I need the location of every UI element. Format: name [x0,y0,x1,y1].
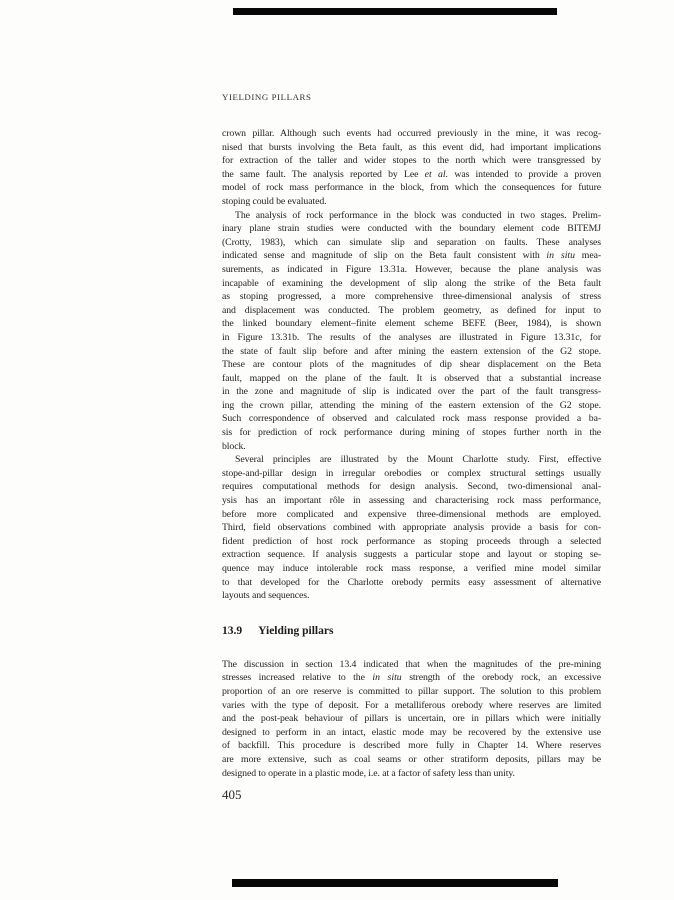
text-line: ing the crown pillar, attending the mining of the eastern extension of the G2 stope. [222,399,601,411]
text-line: fident prediction of host rock performance as stoping proceeds through a selected [222,535,601,547]
text-line: the same fault. The analysis reported by Lee et al. was intended to provide a proven [222,168,601,180]
section-number: 13.9 [222,624,243,637]
text-line: stresses increased relative to the in situ strength of the orebody rock, an excessive [222,672,601,684]
text-line: (Crotty, 1983), which can simulate slip and separation on faults. These analyses [222,236,601,248]
text-line: extraction sequence. If analysis suggests a particular stope and layout or stoping se- [222,549,601,561]
paragraphs-before-heading [222,127,601,603]
section-heading [222,624,601,639]
text-line: quence may induce intolerable rock mass response, a verified mine model similar [222,563,601,574]
text-line: stoping could be evaluated. [222,195,327,207]
text-line: and displacement was conducted. The problem geometry, as defined for input to [222,304,601,316]
text-line: nised that bursts involving the Beta fault, as this event did, had important implications [222,141,601,153]
scan-edge-bottom [232,879,558,887]
text-line: stope-and-pillar design in irregular orebodies or complex structural settings usually [222,467,601,479]
text-line: The analysis of rock performance in the block was conducted in two stages. Prelim- [235,209,601,221]
text-line: requires computational methods for design analysis. Second, two-dimensional anal- [222,481,601,493]
text-line: varies with the type of deposit. For a metalliferous orebody where reserves are limited [222,699,601,711]
text-line: inary plane strain studies were conducted with the boundary element code BITEMJ [222,223,601,235]
text-line: ysis has an important rôle in assessing and characterising rock mass performance, [222,495,601,507]
text-line: in the zone and magnitude of slip is indicated over the part of the fault transgress- [222,386,601,398]
text-line: designed to perform in an intact, elastic mode may be recovered by the extensive use [222,726,601,738]
text-line: and the post-peak behaviour of pillars is uncertain, ore in pillars which were initially [222,713,601,725]
text-line: layouts and sequences. [222,590,310,602]
text-line: model of rock mass performance in the block, from which the consequences for future [222,182,601,194]
text-line: designed to operate in a plastic mode, i.e. at a factor of safety less than unity. [222,767,515,779]
text-line: Several principles are illustrated by the Mount Charlotte study. First, effective [235,454,601,466]
text-line: fault, mapped on the plane of the fault. It is observed that a substantial increase [222,372,601,384]
text-line: to that developed for the Charlotte orebody permits easy assessment of alternative [222,576,601,588]
text-line: for extraction of the taller and wider stopes to the north which were transgressed by [222,155,601,167]
text-line: as stoping progressed, a more comprehensive three-dimensional analysis of stress [222,291,601,303]
section-title: Yielding pillars [258,624,334,637]
running-head: YIELDING PILLARS [222,92,312,102]
text-line: crown pillar. Although such events had occurred previously in the mine, it was recog- [222,128,601,139]
text-line: These are contour plots of the magnitudes of dip shear displacement on the Beta [222,359,601,371]
scan-edge-top [233,8,557,15]
text-line: the linked boundary element–finite element scheme BEFE (Beer, 1984), is shown [222,318,601,330]
text-line: in Figure 13.31b. The results of the analyses are illustrated in Figure 13.31c, for [222,331,601,343]
paragraph [222,209,601,454]
text-line: surements, as indicated in Figure 13.31a. However, because the plane analysis was [222,263,601,275]
paragraph [222,658,601,780]
text-line: the state of fault slip before and after mining the eastern extension of the G2 stope. [222,345,601,357]
text-line: The discussion in section 13.4 indicated that when the magnitudes of the pre-mining [222,658,601,670]
text-line: proportion of an ore reserve is committed to pillar support. The solution to this problem [222,685,601,697]
text-line: indicated sense and magnitude of slip on the Beta fault consistent with in situ mea- [222,250,601,262]
text-column [222,127,601,802]
text-line: are more extensive, such as coal seams or other stratiform deposits, pillars may be [222,753,601,765]
text-line: block. [222,440,246,452]
paragraphs-after-heading [222,658,601,780]
text-line: incapable of examining the development of slip along the strike of the Beta fault [222,277,601,289]
text-line: Such correspondence of observed and calculated rock mass response provided a ba- [222,413,601,425]
page-number: 405 [222,787,242,803]
paragraph [222,127,601,209]
text-line: sis for prediction of rock performance during mining of stopes further north in the [222,427,601,439]
text-line: Third, field observations combined with appropriate analysis provide a basis for con- [222,522,601,534]
text-line: of backfill. This procedure is described more fully in Chapter 14. Where reserves [222,740,601,752]
text-line: before more complicated and expensive three-dimensional methods are employed. [222,508,601,520]
paragraph [222,453,601,603]
